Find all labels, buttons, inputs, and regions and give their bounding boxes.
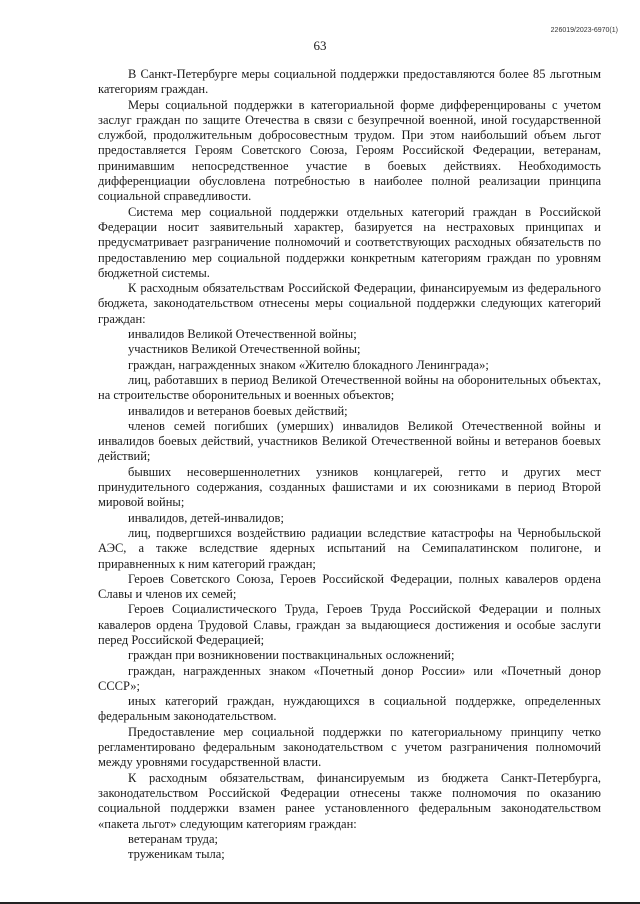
document-body bbox=[98, 67, 601, 862]
list-item: Героев Советского Союза, Героев Российской Федерации, полных кавалеров ордена Славы и членов их семей; bbox=[98, 571, 601, 602]
paragraph-system: Система мер социальной поддержки отдельных категорий граждан в Российской Федерации носит заявительный характер, базируется на нестраховых принципах и предусматривает разграничение полномочий и соответствующих расходных обязательств по предоставлению мер социальной поддержки конкретным категориям граждан по уровням бюджетной системы. bbox=[98, 204, 601, 280]
list-item: Героев Социалистического Труда, Героев Труда Российской Федерации и полных кавалеров ордена Трудовой Славы, граждан за выдающиеся достижения и особые заслуги перед Российской Федерацией; bbox=[98, 602, 601, 647]
list-item: иных категорий граждан, нуждающихся в социальной поддержке, определенных федеральным законодательством. bbox=[98, 694, 601, 724]
list-item: инвалидов и ветеранов боевых действий; bbox=[128, 403, 348, 418]
list-item: граждан, награжденных знаком «Почетный донор России» или «Почетный донор СССР»; bbox=[98, 663, 601, 693]
list-item: бывших несовершеннолетних узников концлагерей, гетто и других мест принудительного содержания, созданных фашистами и их союзниками в период Второй мировой войны; bbox=[98, 464, 601, 510]
list-item: инвалидов Великой Отечественной войны; bbox=[128, 327, 357, 342]
list-item: участников Великой Отечественной войны; bbox=[128, 342, 361, 357]
paragraph-federal-obligations: К расходным обязательствам Российской Федерации, финансируемым из федерального бюджета, законодательством отнесены меры социальной поддержки следующих категорий граждан: bbox=[98, 281, 601, 326]
list-item: труженикам тыла; bbox=[128, 847, 225, 862]
paragraph-differentiation: Меры социальной поддержки в категориальной форме дифференцированы с учетом заслуг граждан по защите Отечества в связи с безупречной военной, иной государственной службой, продолжительным добросовестным трудом. При этом наибольший объем льгот предоставляется Героям Советского Союза, Героям Российской Федерации, ветеранам, принимавшим непосредственное участие в боевых действиях. Необходимость дифференциации обусловлена потребностью в наиболее полной реализации принципа социальной справедливости. bbox=[98, 97, 601, 204]
list-item: членов семей погибших (умерших) инвалидов Великой Отечественной войны и инвалидов боевых действий, участников Великой Отечественной войны и ветеранов боевых действий; bbox=[98, 418, 601, 464]
list-item: инвалидов, детей-инвалидов; bbox=[128, 510, 284, 525]
document-registration-number: 226019/2023-6970(1) bbox=[550, 27, 618, 34]
list-item: ветеранам труда; bbox=[128, 831, 219, 846]
list-item: лиц, работавших в период Великой Отечественной войны на оборонительных объектах, на строительстве оборонительных и военных объектов; bbox=[98, 372, 601, 403]
paragraph-intro: В Санкт-Петербурге меры социальной поддержки предоставляются более 85 льготным категориям граждан. bbox=[98, 67, 601, 97]
paragraph-spb-obligations: К расходным обязательствам, финансируемым из бюджета Санкт-Петербурга, законодательством Российской Федерации отнесены также полномочия по оказанию социальной поддержки взамен ранее установленного федеральным законодательством «пакета льгот» следующим категориям граждан: bbox=[98, 770, 601, 831]
list-item: лиц, подвергшихся воздействию радиации вследствие катастрофы на Чернобыльской АЭС, а также вследствие ядерных испытаний на Семипалатинском полигоне, и приравненных к ним категорий граждан; bbox=[98, 525, 601, 571]
list-item: граждан, награжденных знаком «Жителю блокадного Ленинграда»; bbox=[128, 357, 489, 372]
page-number: 63 bbox=[313, 38, 327, 53]
list-item: граждан при возникновении поствакцинальных осложнений; bbox=[128, 648, 455, 663]
paragraph-regulation: Предоставление мер социальной поддержки по категориальному принципу четко регламентировано федеральным законодательством с учетом разграничения полномочий между уровнями государственной власти. bbox=[98, 724, 601, 770]
